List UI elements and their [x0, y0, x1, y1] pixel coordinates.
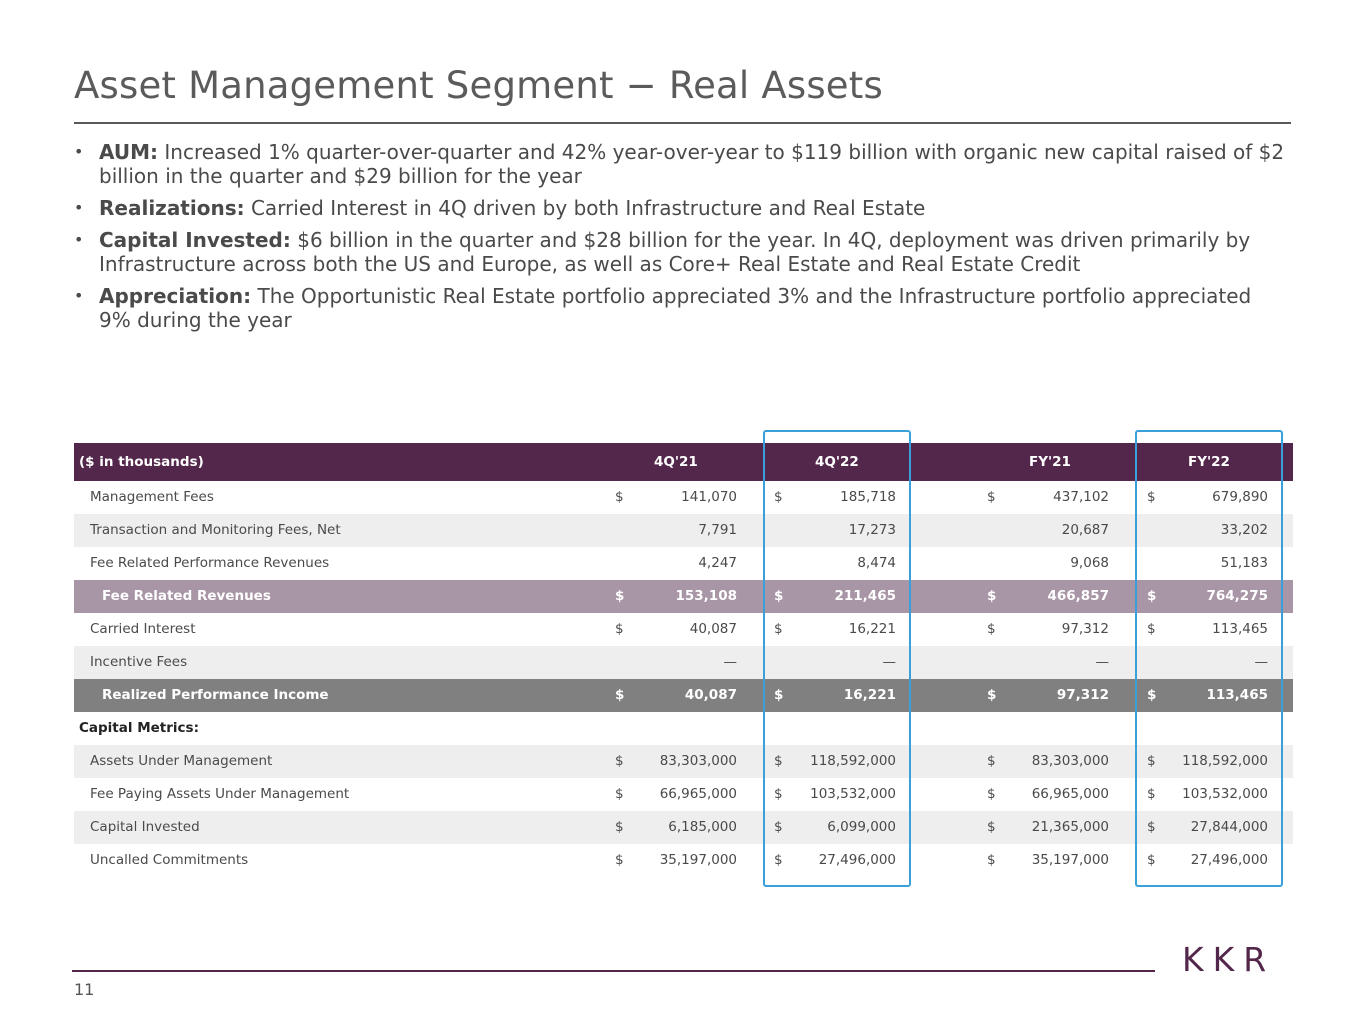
cell-value: 103,532,000	[1182, 786, 1268, 802]
row-label: Transaction and Monitoring Fees, Net	[90, 522, 341, 538]
table-row-realized-performance-income-total	[74, 679, 1293, 712]
currency-sign: $	[774, 687, 784, 703]
table-row-carried-interest	[74, 613, 1293, 646]
cell-value: 764,275	[1206, 588, 1268, 604]
currency-sign: $	[774, 621, 783, 637]
currency-sign: $	[774, 588, 784, 604]
col-header-4q22: 4Q'22	[815, 454, 859, 470]
currency-sign: $	[1147, 819, 1156, 835]
currency-sign: $	[987, 489, 996, 505]
cell-value: 4,247	[698, 555, 737, 571]
currency-sign: $	[615, 621, 624, 637]
currency-sign: $	[1147, 588, 1157, 604]
cell-value: 16,221	[843, 687, 896, 703]
table-row-management-fees	[74, 481, 1293, 514]
cell-value: 16,221	[848, 621, 896, 637]
cell-value: 33,202	[1220, 522, 1268, 538]
row-label: Fee Related Revenues	[102, 588, 271, 604]
kkr-logo: KKR	[1182, 940, 1276, 979]
col-header-4q21: 4Q'21	[654, 454, 698, 470]
bullet-label: Appreciation:	[99, 284, 252, 308]
cell-value: 66,965,000	[1031, 786, 1109, 802]
col-header-fy22: FY'22	[1188, 454, 1230, 470]
currency-sign: $	[987, 753, 996, 769]
section-label: Capital Metrics:	[79, 720, 199, 736]
bullet-label: Realizations:	[99, 196, 245, 220]
row-label: Carried Interest	[90, 621, 196, 637]
cell-value: 118,592,000	[810, 753, 896, 769]
cell-value: 437,102	[1053, 489, 1109, 505]
bullet-capital-invested	[74, 228, 1289, 276]
row-label: Assets Under Management	[90, 753, 273, 769]
cell-value: 51,183	[1220, 555, 1268, 571]
cell-value: —	[882, 654, 896, 670]
cell-value: 83,303,000	[659, 753, 737, 769]
table-row-fee-related-revenues-total	[74, 580, 1293, 613]
cell-value: 27,496,000	[1190, 852, 1268, 868]
cell-value: 17,273	[848, 522, 896, 538]
table-row-aum	[74, 745, 1293, 778]
cell-value: 66,965,000	[659, 786, 737, 802]
bullet-appreciation	[74, 284, 1289, 332]
currency-sign: $	[615, 687, 625, 703]
currency-sign: $	[615, 489, 624, 505]
bullet-realizations	[74, 196, 1289, 220]
cell-value: 27,496,000	[818, 852, 896, 868]
financial-table	[74, 443, 1293, 877]
cell-value: 103,532,000	[810, 786, 896, 802]
cell-value: —	[1254, 654, 1268, 670]
cell-value: 27,844,000	[1190, 819, 1268, 835]
currency-sign: $	[774, 753, 783, 769]
currency-sign: $	[987, 687, 997, 703]
currency-sign: $	[987, 588, 997, 604]
currency-sign: $	[987, 819, 996, 835]
row-label: Capital Invested	[90, 819, 200, 835]
currency-sign: $	[1147, 687, 1157, 703]
currency-sign: $	[1147, 621, 1156, 637]
cell-value: 113,465	[1206, 687, 1268, 703]
currency-sign: $	[615, 588, 625, 604]
cell-value: —	[1095, 654, 1109, 670]
cell-value: 185,718	[840, 489, 896, 505]
currency-sign: $	[1147, 852, 1156, 868]
title-divider	[74, 122, 1291, 124]
cell-value: 113,465	[1212, 621, 1268, 637]
row-label: Uncalled Commitments	[90, 852, 249, 868]
summary-bullets	[74, 140, 1289, 340]
currency-sign: $	[1147, 753, 1156, 769]
currency-sign: $	[774, 819, 783, 835]
currency-sign: $	[987, 852, 996, 868]
bullet-aum	[74, 140, 1289, 188]
highlight-box-4q22	[763, 430, 911, 887]
table-row-capital-invested	[74, 811, 1293, 844]
table-section-capital-metrics	[74, 712, 1293, 745]
cell-value: —	[723, 654, 737, 670]
col-header-fy21: FY'21	[1029, 454, 1071, 470]
table-row-uncalled-commitments	[74, 844, 1293, 877]
cell-value: 21,365,000	[1031, 819, 1109, 835]
cell-value: 8,474	[857, 555, 896, 571]
bullet-text: The Opportunistic Real Estate portfolio appreciated 3% and the Infrastructure portfolio appreciated 9% during the year	[99, 284, 1252, 332]
currency-sign: $	[615, 786, 624, 802]
table-row-incentive-fees	[74, 646, 1293, 679]
table-row-fpaum	[74, 778, 1293, 811]
cell-value: 97,312	[1061, 621, 1109, 637]
cell-value: 141,070	[681, 489, 737, 505]
cell-value: 20,687	[1061, 522, 1109, 538]
cell-value: 153,108	[675, 588, 737, 604]
cell-value: 40,087	[689, 621, 737, 637]
currency-sign: $	[774, 489, 783, 505]
cell-value: 211,465	[834, 588, 896, 604]
cell-value: 6,099,000	[827, 819, 896, 835]
row-label: Management Fees	[90, 489, 214, 505]
cell-value: 9,068	[1070, 555, 1109, 571]
footer-divider	[72, 970, 1155, 972]
cell-value: 83,303,000	[1031, 753, 1109, 769]
currency-sign: $	[615, 753, 624, 769]
currency-sign: $	[615, 852, 624, 868]
currency-sign: $	[987, 621, 996, 637]
table-row-transaction-fees	[74, 514, 1293, 547]
bullet-text: Carried Interest in 4Q driven by both Infrastructure and Real Estate	[244, 196, 926, 220]
cell-value: 466,857	[1047, 588, 1109, 604]
currency-sign: $	[774, 852, 783, 868]
page-title: Asset Management Segment − Real Assets	[74, 64, 883, 107]
row-label: Incentive Fees	[90, 654, 188, 670]
row-label: Realized Performance Income	[102, 687, 329, 703]
page-number: 11	[74, 980, 95, 999]
table-header-row	[74, 443, 1293, 481]
cell-value: 97,312	[1056, 687, 1109, 703]
cell-value: 35,197,000	[1031, 852, 1109, 868]
bullet-text: Increased 1% quarter-over-quarter and 42% year-over-year to $119 billion with organic new capital raised of $2 billion in the quarter and $29 billion for the year	[99, 140, 1285, 188]
row-label: Fee Related Performance Revenues	[90, 555, 330, 571]
highlight-box-fy22	[1135, 430, 1283, 887]
cell-value: 7,791	[698, 522, 737, 538]
cell-value: 35,197,000	[659, 852, 737, 868]
currency-sign: $	[1147, 786, 1156, 802]
cell-value: 679,890	[1212, 489, 1268, 505]
row-label: Fee Paying Assets Under Management	[90, 786, 350, 802]
cell-value: 6,185,000	[668, 819, 737, 835]
currency-sign: $	[987, 786, 996, 802]
units-header: ($ in thousands)	[79, 454, 204, 470]
cell-value: 118,592,000	[1182, 753, 1268, 769]
table-row-fee-related-performance	[74, 547, 1293, 580]
bullet-label: AUM:	[99, 140, 159, 164]
currency-sign: $	[1147, 489, 1156, 505]
bullet-label: Capital Invested:	[99, 228, 291, 252]
currency-sign: $	[615, 819, 624, 835]
currency-sign: $	[774, 786, 783, 802]
bullet-text: $6 billion in the quarter and $28 billion for the year. In 4Q, deployment was driven primarily by Infrastructure across both the US and Europe, as well as Core+ Real Estate and Real Estate Credit	[99, 228, 1251, 276]
cell-value: 40,087	[684, 687, 737, 703]
